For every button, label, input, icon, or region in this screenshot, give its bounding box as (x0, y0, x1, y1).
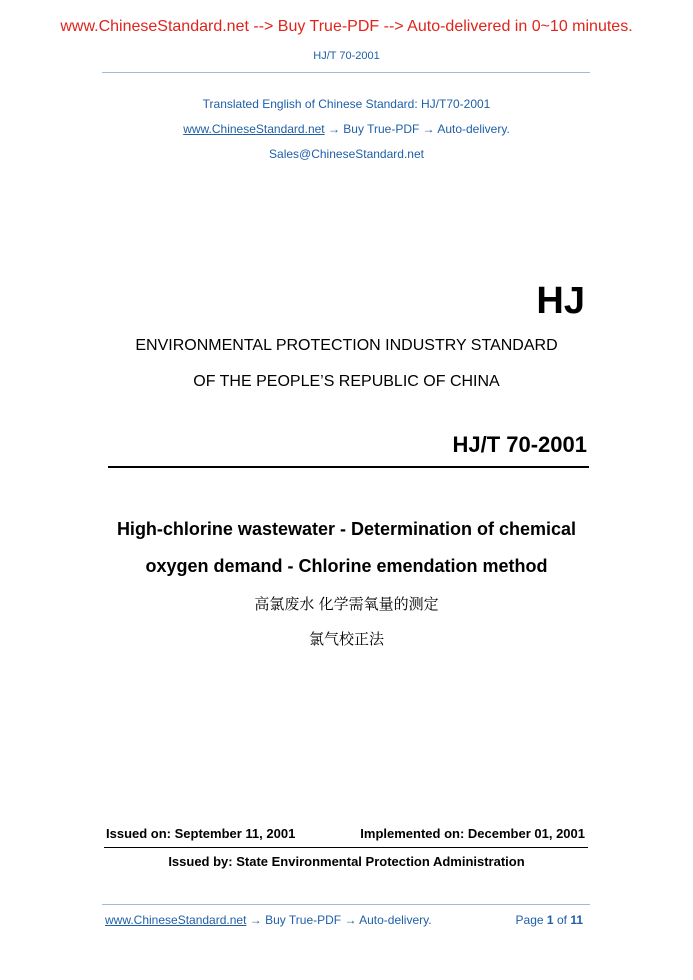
page-total: 11 (570, 913, 583, 927)
title-en-line-1: High-chlorine wastewater - Determination of chemical (116, 519, 577, 539)
top-banner[interactable]: www.ChineseStandard.net --> Buy True-PDF --> Auto-delivered in 0~10 minutes. (60, 18, 633, 35)
purchase-line (0, 122, 693, 136)
footer-purchase-text: → Buy True-PDF → Auto-delivery. (246, 913, 432, 927)
footer-purchase-line (105, 913, 432, 927)
hj-mark: HJ (536, 280, 585, 322)
org-line-2: OF THE PEOPLE’S REPUBLIC OF CHINA (193, 373, 500, 390)
org-line-1: ENVIRONMENTAL PROTECTION INDUSTRY STANDARD (135, 337, 558, 354)
purchase-text: → Buy True-PDF → Auto-delivery. (324, 122, 510, 136)
issued-by: Issued by: State Environmental Protection Administration (168, 854, 525, 869)
header-divider (102, 72, 590, 73)
issue-rule (104, 847, 588, 848)
implemented-on: Implemented on: December 01, 2001 (360, 826, 585, 841)
title-rule (108, 466, 589, 468)
title-cn-line-1: 高氯废水 化学需氧量的测定 (254, 596, 439, 613)
site-link[interactable]: www.ChineseStandard.net (183, 122, 325, 136)
issued-on: Issued on: September 11, 2001 (106, 826, 296, 841)
translated-note: Translated English of Chinese Standard: HJ/T70-2001 (202, 97, 491, 111)
footer-divider (102, 904, 590, 905)
header-standard-code: HJ/T 70-2001 (313, 50, 380, 62)
standard-number: HJ/T 70-2001 (452, 432, 587, 457)
page-current: 1 (546, 913, 554, 927)
title-en-line-2: oxygen demand - Chlorine emendation method (145, 556, 548, 576)
page-of: of (556, 913, 567, 927)
page-indicator (516, 913, 583, 927)
title-cn-line-2: 氯气校正法 (308, 631, 384, 648)
footer-site-link[interactable]: www.ChineseStandard.net (105, 913, 247, 927)
page-label: Page (515, 913, 544, 927)
sales-email[interactable]: Sales@ChineseStandard.net (269, 147, 424, 161)
